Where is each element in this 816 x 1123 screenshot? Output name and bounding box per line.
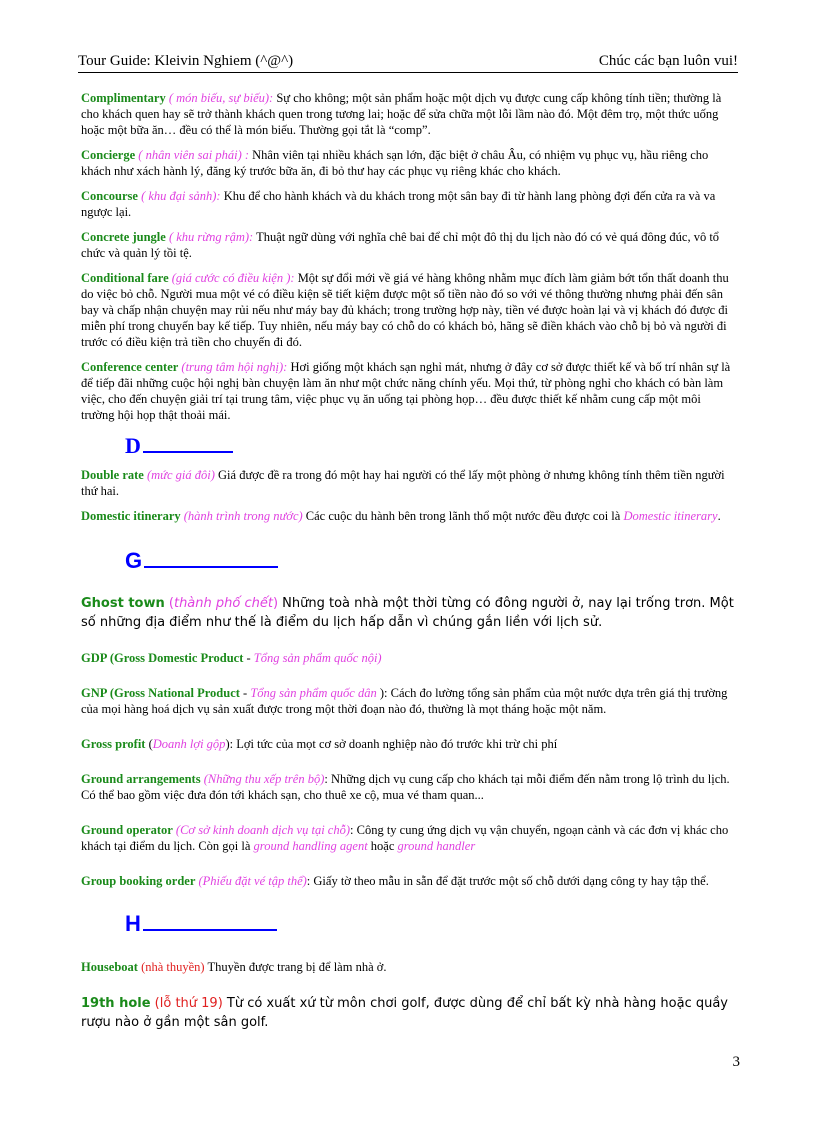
entry-term: Ground arrangements xyxy=(81,772,201,786)
entry-gloss: ( khu đại sảnh): xyxy=(137,189,221,203)
entry-end: . xyxy=(717,509,721,523)
entry-text: : Công ty cung ứng dịch vụ vận chuyển, ngoạn cảnh và các đơn vị khác cho khách tại điểm du lịch. Còn gọi là xyxy=(81,823,729,853)
entry-term: GDP (Gross Domestic Product xyxy=(81,651,244,665)
entry-text: Hơi giống một khách sạn nghỉ mát, nhưng ở đây cơ sở được thiết kế và bố trí nhân sự là để tiếp đãi những cuộc hội nghị bàn chuyện làm ăn như một chức năng chính yếu. Mọi thứ, từ phòng nghỉ cho khách có bàn làm việc, cho đến chuyện giải trí tại trung tâm, việc phục vụ ăn uống tại phòng họp… đều được thiết kế nhằm cung cấp một môi trường hội họp thật thoải mái. xyxy=(81,360,731,422)
entry-text: ): Cách đo lường tổng sản phẩm của một nước dựa trên giá thị trường của mọi hàng hoá dịch vụ sản xuất được trong một thời đoạn nào đó, thường là mọt tháng hoặc một năm. xyxy=(81,686,728,716)
entry-term: Ghost town xyxy=(81,596,165,611)
entry-term: Group booking order xyxy=(81,874,196,888)
entry-text: Các cuộc du hành bên trong lãnh thổ một nước đều được coi là xyxy=(302,509,624,523)
entry-gloss: (Những thu xếp trên bộ) xyxy=(200,772,325,786)
entry-text: Những toà nhà một thời từng có đông người ở, nay lại trống trơn. Một số những địa điểm như thế là điểm du lịch hấp dẫn vì chúng gắn liền với lịch sử. xyxy=(81,596,734,630)
entry-domestic-itinerary xyxy=(81,508,737,524)
header-left: Tour Guide: Kleivin Nghiem (^@^) xyxy=(78,53,294,69)
entry-conference-center xyxy=(81,359,737,423)
entry-term: Houseboat xyxy=(81,960,138,974)
entry-text: Một sự đổi mới về giá vé hàng không nhằm mục đích làm giảm bớt tổn thất doanh thu do việc bỏ chỗ. Người mua một vé có điều kiện sẽ tiết kiệm được một số tiền nào đó so với vé thông thường nhưng phải đến sân bay và chấp nhận chuyện may rủi nếu như máy bay đủ khách; trong trường hợp này, tiền vé được hoàn lại và vị khách đó được đi miễn phí trong chuyến bay kế tiếp. Tuy nhiên, nếu máy bay có chỗ do có khách bỏ, hãng sẽ điền khách vào chỗ bị bỏ và người đi trước có điều kiện trả tiền cho chuyến đi đó. xyxy=(81,271,729,349)
entry-term: Concourse xyxy=(81,189,138,203)
entry-gloss: (giá cước có điều kiện ): xyxy=(168,271,295,285)
entry-emphasis: ground handling agent xyxy=(253,839,368,853)
entry-text: : Giấy tờ theo mẫu in sẵn để đặt trước một số chỗ dưới dạng công ty hay tập thể. xyxy=(306,874,709,888)
entry-term: Gross profit xyxy=(81,737,146,751)
entry-text: Giá được đề ra trong đó một hay hai người có thể lấy một phòng ở nhưng không tính thêm tiền người thứ hai. xyxy=(81,468,725,498)
page-number: 3 xyxy=(732,1054,740,1070)
entry-emphasis: ground handler xyxy=(397,839,476,853)
entry-sep: - xyxy=(239,686,251,700)
entry-gloss: ( nhân viên sai phái) : xyxy=(135,148,250,162)
entry-term: Ground operator xyxy=(81,823,173,837)
entry-term: 19th hole xyxy=(81,996,151,1011)
entry-gloss: Tổng sản phẩm quốc dân xyxy=(250,686,377,700)
entry-gloss: ( khu rừng rậm): xyxy=(165,230,254,244)
heading-underline xyxy=(143,451,233,453)
entry-term: Conditional fare xyxy=(81,271,169,285)
entry-term: GNP (Gross National Product xyxy=(81,686,240,700)
entry-gloss: (nhà thuyền) xyxy=(137,960,205,974)
entry-gloss: Tổng sản phẩm quốc nội) xyxy=(253,651,382,665)
entry-text: Thuyền được trang bị để làm nhà ở. xyxy=(204,960,387,974)
section-heading-h xyxy=(125,911,737,937)
entry-gloss: thành phố chết xyxy=(173,596,273,611)
entry-gloss: (lỗ thứ 19) xyxy=(150,996,223,1011)
entry-gloss: Doanh lợi gộp xyxy=(152,737,226,751)
entry-term: Conference center xyxy=(81,360,179,374)
section-heading-d xyxy=(125,433,737,459)
entry-gloss: ( món biếu, sự biếu): xyxy=(165,91,274,105)
entry-conditional-fare xyxy=(81,270,737,350)
section-letter: D xyxy=(125,433,141,458)
entry-complimentary xyxy=(81,90,737,138)
entry-ghost-town xyxy=(81,594,737,632)
entry-ground-arrangements xyxy=(81,771,737,803)
entry-text: : Lợi tức của mọt cơ sở doanh nghiệp nào đó trước khi trừ chi phí xyxy=(229,737,558,751)
entry-ground-operator xyxy=(81,822,737,854)
entry-paren-open: ( xyxy=(145,737,153,751)
entry-19th-hole xyxy=(81,994,737,1032)
entry-text: : Những dịch vụ cung cấp cho khách tại mỗi điểm đến nằm trong lộ trình du lịch. Có thể bao gồm việc đưa đón tới khách sạn, cho thuê xe cộ, mua vé tham quan... xyxy=(81,772,730,802)
entry-term: Concrete jungle xyxy=(81,230,166,244)
heading-underline xyxy=(143,929,277,931)
entry-group-booking-order xyxy=(81,873,737,889)
entry-gloss-close: ) xyxy=(272,596,279,611)
entry-gdp xyxy=(81,650,737,666)
entry-concierge xyxy=(81,147,737,179)
entry-term: Domestic itinerary xyxy=(81,509,181,523)
page-header xyxy=(78,50,738,73)
entry-double-rate xyxy=(81,467,737,499)
entry-text: Nhân viên tại nhiều khách sạn lớn, đặc biệt ở châu Âu, có nhiệm vụ phục vụ, hầu riêng cho khách như xách hành lý, đăng ký trước bữa ăn, đi bỏ thư hay các phục vụ riêng khác cho khách. xyxy=(81,148,709,178)
entry-concourse xyxy=(81,188,737,220)
entry-paren-close: ) xyxy=(225,737,230,751)
entry-text: Thuật ngữ dùng với nghĩa chê bai để chỉ một đô thị du lịch nào đó có vẻ quá đông đúc, vô tổ chức và quản lý tồi tệ. xyxy=(81,230,720,260)
entry-text: Khu để cho hành khách và du khách trong một sân bay đi từ hành lang phòng đợi đến cửa ra và va ngược lại. xyxy=(81,189,716,219)
entry-term: Complimentary xyxy=(81,91,166,105)
entry-gloss-open: ( xyxy=(164,596,174,611)
section-letter: G xyxy=(125,548,143,573)
entry-text-mid: hoặc xyxy=(367,839,398,853)
entry-text: Từ có xuất xứ từ môn chơi golf, được dùng để chỉ bất kỳ nhà hàng hoặc quầy rượu nào ở gần một sân golf. xyxy=(81,996,729,1030)
entry-houseboat xyxy=(81,959,737,975)
entry-gross-profit xyxy=(81,736,737,752)
entry-emphasis: Domestic itinerary xyxy=(623,509,718,523)
section-letter: H xyxy=(125,911,141,936)
entry-gloss: (mức giá đôi) xyxy=(143,468,215,482)
entry-concrete-jungle xyxy=(81,229,737,261)
entry-gloss: (Cơ sở kinh doanh dịch vụ tại chỗ) xyxy=(172,823,351,837)
section-heading-g xyxy=(125,548,737,574)
entry-gloss: (hành trình trong nước) xyxy=(180,509,303,523)
entry-text: Sự cho không; một sản phẩm hoặc một dịch vụ được cung cấp không tính tiền; thường là cho khách quen hay sẽ trở thành khách quen trong tương lai; hoặc để sửa chữa một lỗi lầm nào đó. Một đêm trọ, một thức uống hoặc một bữa ăn… đều có thể là món biếu. Thường gọi tắt là “comp”. xyxy=(81,91,722,137)
entry-term: Double rate xyxy=(81,468,144,482)
entry-gnp xyxy=(81,685,737,717)
entry-term: Concierge xyxy=(81,148,136,162)
header-right: Chúc các bạn luôn vui! xyxy=(598,53,738,69)
glossary-content xyxy=(81,90,737,1032)
entry-sep: - xyxy=(243,651,254,665)
heading-underline xyxy=(144,566,278,568)
entry-gloss: (trung tâm hội nghị): xyxy=(178,360,288,374)
entry-gloss: (Phiếu đặt vé tập thể) xyxy=(195,874,307,888)
